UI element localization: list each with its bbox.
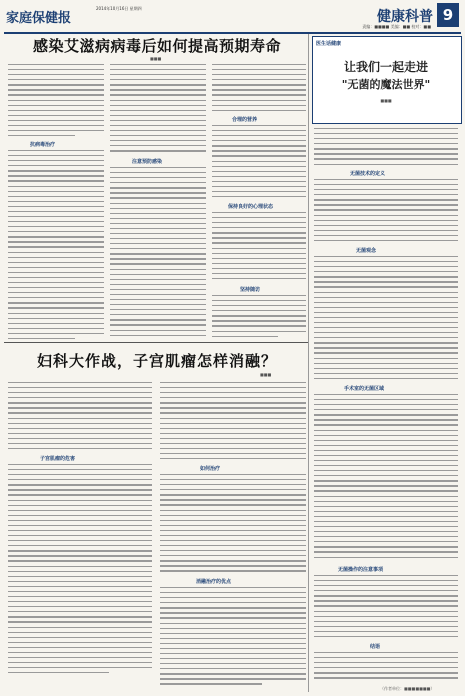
article2-col2-text — [160, 382, 306, 463]
article2-subhead: 如何治疗 — [200, 466, 221, 472]
article2-subhead: 消融治疗的优点 — [196, 579, 232, 585]
article2-col1-text — [8, 382, 152, 453]
article1-subhead: 注意预防感染 — [132, 159, 163, 165]
sidebar-footer: （作者单位：■■■■■■■） — [380, 686, 435, 691]
article1-col3-text3 — [212, 212, 306, 283]
article1-title: 感染艾滋病病毒后如何提高预期寿命 — [32, 37, 281, 55]
column-divider — [308, 34, 309, 692]
sidebar-text5 — [314, 575, 458, 641]
sidebar-text6 — [314, 652, 458, 682]
issue-date: 2014年10月16日 星期四 — [96, 6, 142, 11]
page-number: 9 — [437, 3, 459, 27]
sidebar-title-line2: "无菌的魔法世界" — [341, 78, 431, 91]
section-name: 家庭保健报 — [6, 11, 72, 26]
article1-col3-text — [212, 64, 306, 115]
sidebar-subhead: 无菌操作的注意事项 — [338, 567, 384, 573]
article1-col2-text — [110, 64, 206, 155]
article1-subhead: 抗病毒治疗 — [30, 142, 56, 148]
article1-byline: ■■■ — [150, 56, 162, 61]
sidebar-subhead: 手术室的无菌区域 — [344, 386, 385, 392]
sidebar-title-line1: 让我们一起走进 — [343, 60, 428, 74]
sidebar-text3 — [314, 256, 458, 383]
article2-title: 妇科大作战，子宫肌瘤怎样消融？ — [36, 352, 277, 370]
sidebar-subhead: 无菌观念 — [356, 248, 377, 254]
article1-col3-text2 — [212, 125, 306, 201]
article1-col1-text2 — [8, 150, 104, 343]
article1-subhead: 坚持随访 — [240, 287, 261, 293]
article2-col2-text3 — [160, 587, 306, 689]
article1-col1-text — [8, 64, 104, 140]
sidebar-text2 — [314, 179, 458, 245]
article2-col2-text2 — [160, 474, 306, 576]
article2-col1-text2 — [8, 464, 152, 677]
article1-subhead: 保持良好的心理状态 — [228, 204, 274, 210]
article1-col3-text4 — [212, 295, 306, 341]
sidebar-subhead: 无菌技术的定义 — [350, 171, 386, 177]
article1-col2-text2 — [110, 167, 206, 340]
sidebar-column-name: 医生话健康 — [316, 41, 342, 47]
article2-byline: ■■■ — [260, 372, 272, 377]
sidebar-subhead: 结语 — [370, 644, 381, 650]
editor-line: 责编：■■■■ 美编：■■ 校对：■■ — [362, 24, 431, 29]
article2-subhead: 子宫肌瘤的危害 — [40, 456, 76, 462]
article-divider — [4, 342, 308, 343]
page-header — [4, 2, 461, 34]
sidebar-byline: ■■■ — [380, 98, 392, 103]
column-title: 健康科普 — [377, 9, 433, 25]
article1-subhead: 合理的营养 — [232, 117, 258, 123]
sidebar-text1 — [314, 128, 458, 169]
sidebar-text4 — [314, 394, 458, 562]
